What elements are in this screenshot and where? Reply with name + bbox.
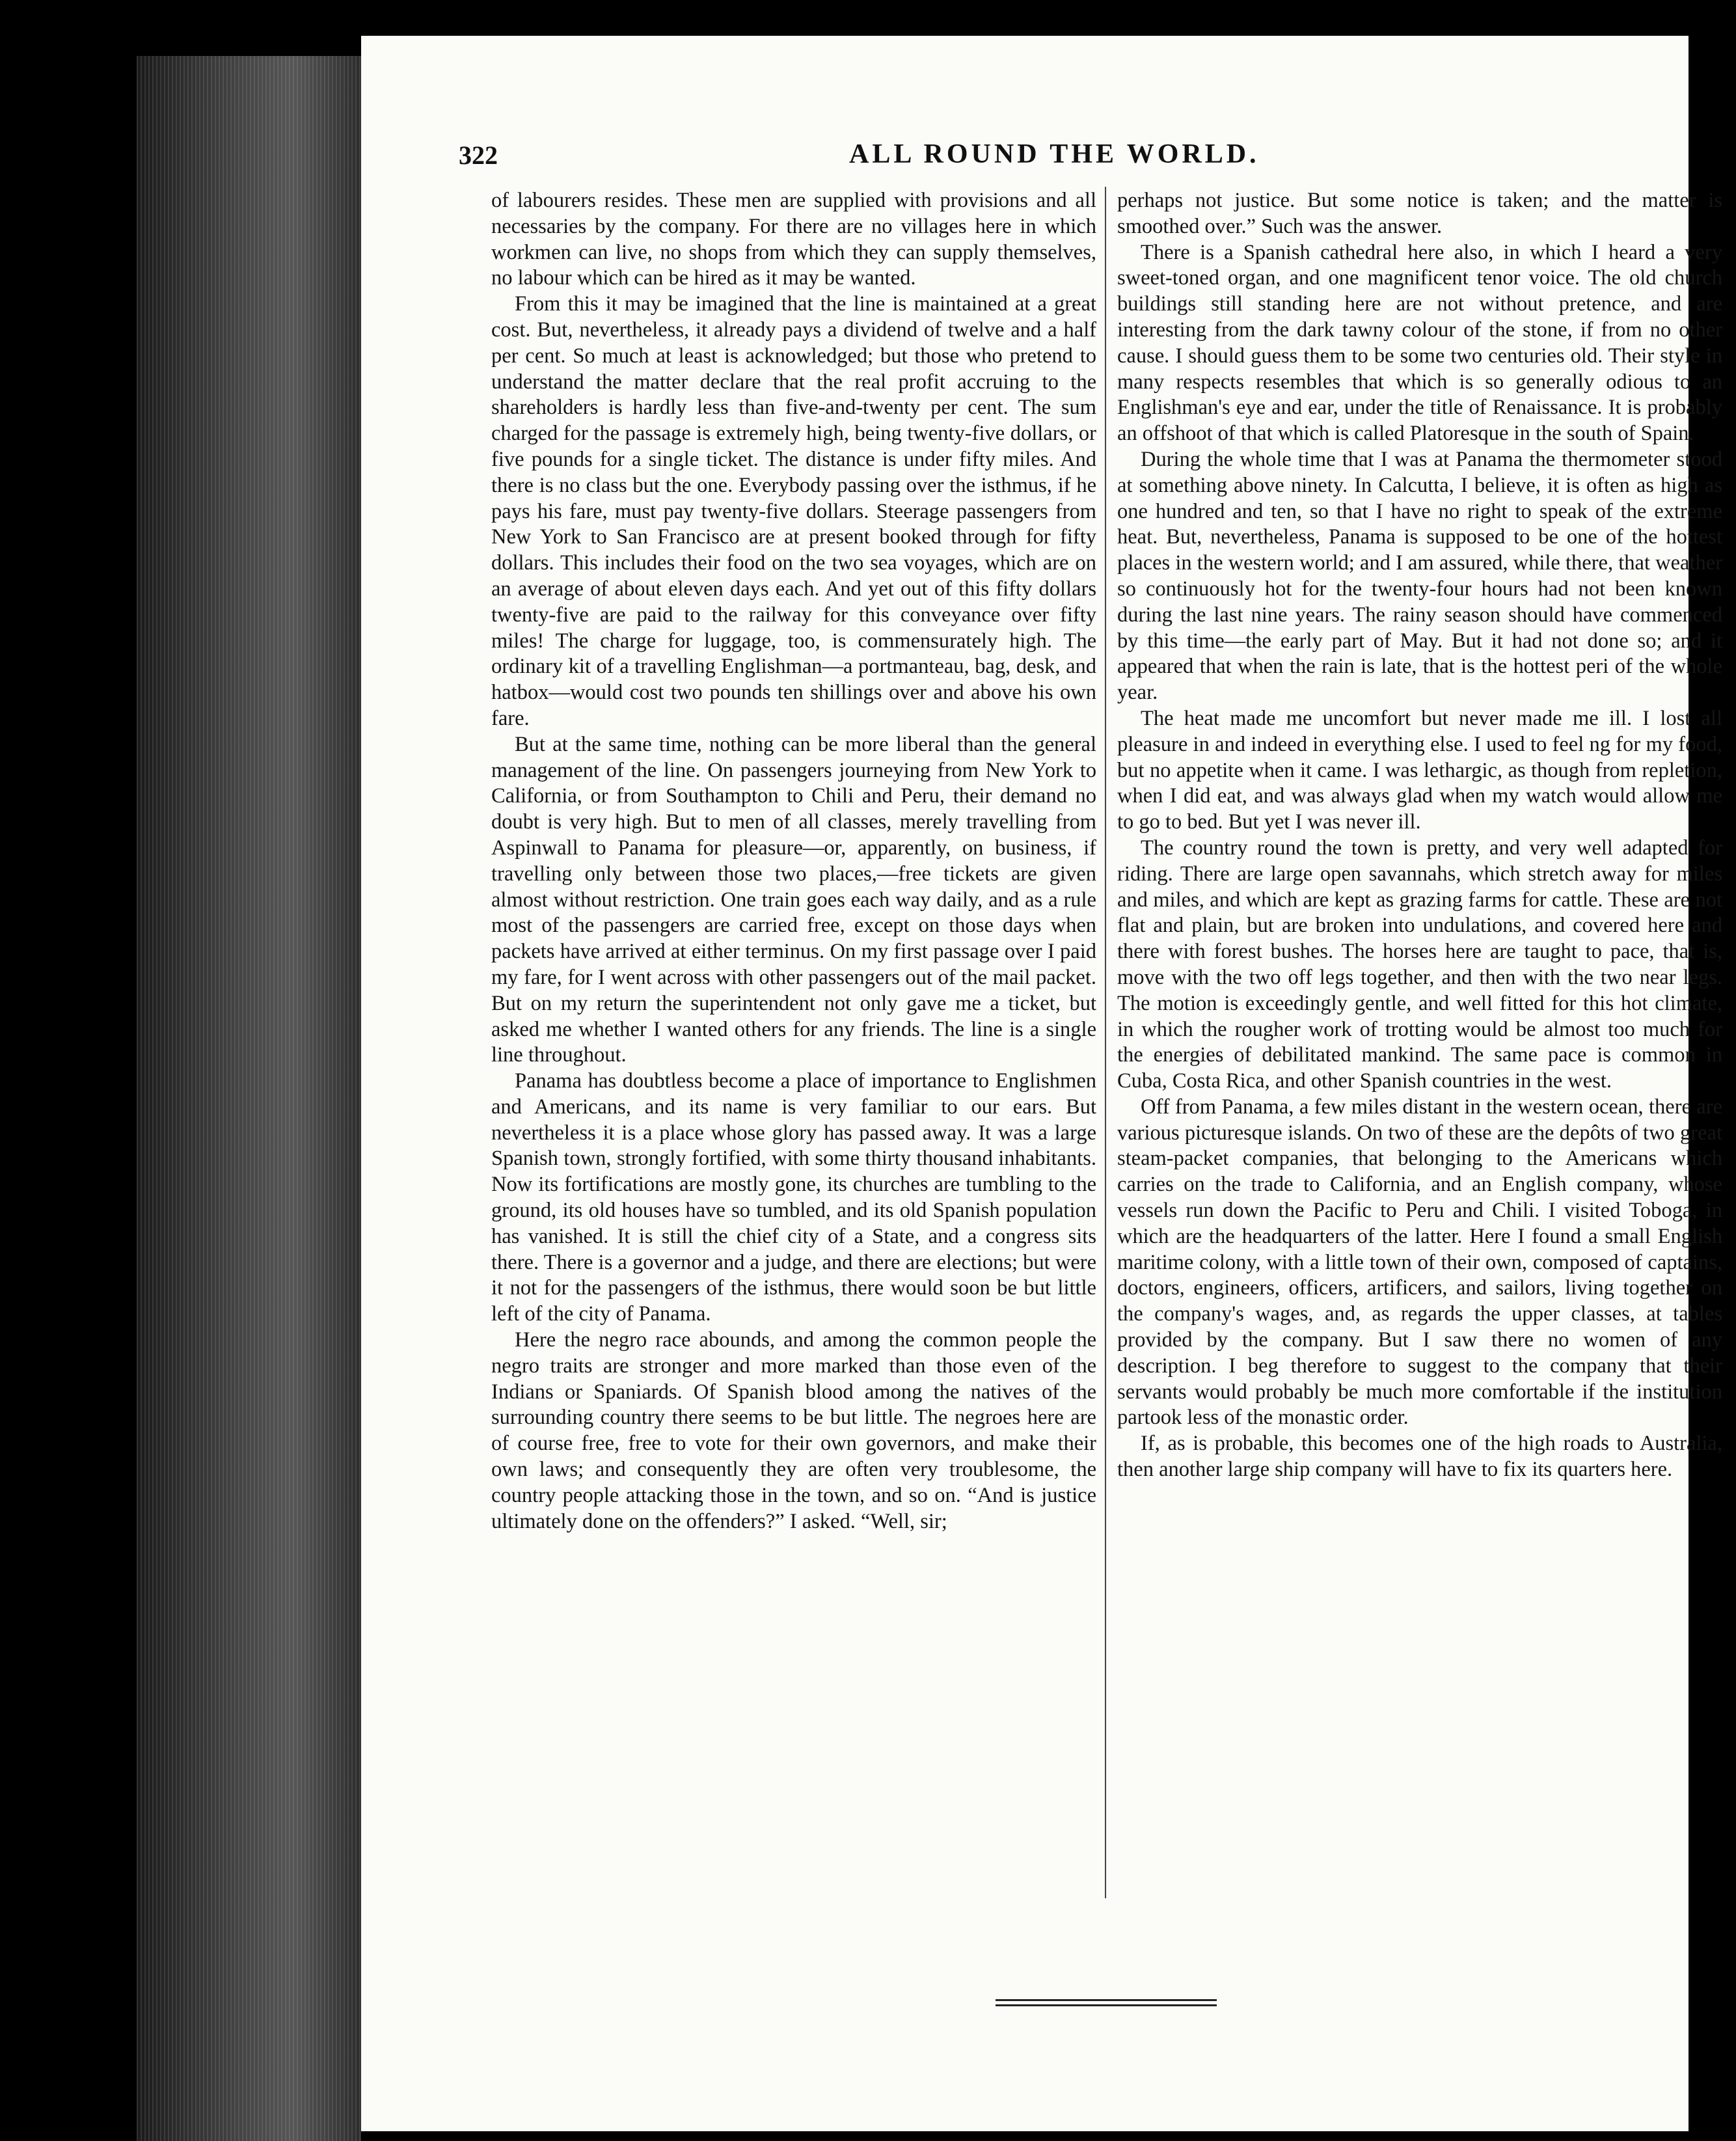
paragraph: During the whole time that I was at Panama the thermometer stood at something above ninety. In Calcutta, I believe, it is often as high as one hundred and ten, so that I have no right to speak of the extreme heat. But, nevertheless, Panama is supposed to be one of the hottest places in the western world; and I am assured, while there, that weather so continuously hot for the twenty-four hours had not been known during the last nine years. The rainy season should have commenced by this time—the early part of May. But it had not done so; and it appeared that when the rain is late, that is the hottest peri of the whole year. (1117, 447, 1722, 705)
left-column (491, 188, 1096, 1534)
paragraph: From this it may be imagined that the line is maintained at a great cost. But, nevertheless, it already pays a dividend of twelve and a half per cent. So much at least is acknowledged; but those who pretend to understand the matter declare that the real profit accruing to the shareholders is hardly less than five-and-twenty per cent. The sum charged for the passage is extremely high, being twenty-five dollars, or five pounds for a single ticket. The distance is under fifty miles. And there is no class but the one. Everybody passing over the isthmus, if he pays his fare, must pay twenty-five dollars. Steerage passengers from New York to San Francisco are at present booked through for fifty dollars. This includes their food on the two sea voyages, which are on an average of about eleven days each. And yet out of this fifty dollars twenty-five are paid to the railway for this conveyance over fifty miles! The charge for luggage, too, is commensurately high. The ordinary kit of a travelling Englishman—a portmanteau, bag, desk, and hatbox—would cost two pounds ten shillings over and above his own fare. (491, 292, 1096, 730)
paragraph: perhaps not justice. But some notice is taken; and the matter is smoothed over.” Such was the answer. (1117, 189, 1722, 238)
paragraph: The country round the town is pretty, and very well adapted for riding. There are large open savannahs, which stretch away for miles and miles, and which are kept as grazing farms for cattle. These are not flat and plain, but are broken into undulations, and covered here and there with forest bushes. The horses here are taught to pace, that is, move with the two off legs together, and then with the two near legs. The motion is exceedingly gentle, and well fitted for this hot climate, in which the rougher work of trotting would be almost too much for the energies of debilitated mankind. The same pace is common in Cuba, Costa Rica, and other Spanish countries in the west. (1117, 836, 1722, 1093)
paragraph: Off from Panama, a few miles distant in the western ocean, there are various picturesque islands. On two of these are the depôts of two great steam-packet companies, that belonging to the Americans which carries on the trade to California, and an English company, whose vessels run down the Pacific to Peru and Chili. I visited Toboga, in which are the headquarters of the latter. Here I found a small English maritime colony, with a little town of their own, composed of captains, doctors, engineers, officers, artificers, and sailors, living together on the company's wages, and, as regards the upper classes, at tables provided by the company. But I saw there no women of any description. I beg therefore to suggest to the company that their servants would probably be much more comfortable if the institution partook less of the monastic order. (1117, 1095, 1722, 1430)
paragraph: There is a Spanish cathedral here also, in which I heard a very sweet-toned organ, and one magnificent tenor voice. The old church buildings still standing here are not without pretence, and are interesting from the dark tawny colour of the stone, if from no other cause. I should guess them to be some two centuries old. Their style in many respects resembles that which is so generally odious to an Englishman's eye and ear, under the title of Renaissance. It is probably an offshoot of that which is called Platoresque in the south of Spain. (1117, 240, 1722, 446)
paragraph: If, as is probable, this becomes one of the high roads to Australia, then another large ship company will have to fix its quarters here. (1117, 1432, 1722, 1482)
paragraph: The heat made me uncomfort but never made me ill. I lost all pleasure in and indeed in everything else. I used to feel ng for my food, but no appetite when it came. I was lethargic, as though from repletion, when I did eat, and was always glad when my watch would allow me to go to bed. But yet I was never ill. (1117, 706, 1722, 834)
end-rule (996, 1998, 1217, 2008)
page-number: 322 (459, 141, 498, 170)
paragraph: Here the negro race abounds, and among the common people the negro traits are stronger and more marked than those even of the Indians or Spaniards. Of Spanish blood among the natives of the surrounding country there seems to be but little. The negroes here are of course free, free to vote for their own governors, and make their own laws; and consequently they are often very troublesome, the country people attacking those in the town, and so on. “And is justice ultimately done on the offenders?” I asked. “Well, sir; (491, 1328, 1096, 1533)
paragraph: of labourers resides. These men are supplied with provisions and all necessaries by the company. For there are no villages here in which workmen can live, no shops from which they can supply themselves, no labour which can be hired as it may be wanted. (491, 189, 1096, 290)
paragraph: Panama has doubtless become a place of importance to Englishmen and Americans, and its name is very familiar to our ears. But nevertheless it is a place whose glory has passed away. It was a large Spanish town, strongly fortified, with some thirty thousand inhabitants. Now its fortifications are mostly gone, its churches are tumbling to the ground, its old houses have so tumbled, and its old Spanish population has vanished. It is still the chief city of a State, and a congress sits there. There is a governor and a judge, and there are elections; but were it not for the passengers of the isthmus, there would soon be but little left of the city of Panama. (491, 1069, 1096, 1326)
book-binding-edge (137, 56, 361, 2141)
book-page (361, 36, 1722, 2131)
paragraph: But at the same time, nothing can be more liberal than the general management of the line. On passengers journeying from New York to California, or from Southampton to Chili and Peru, their demand no doubt is very high. But to men of all classes, merely travelling from Aspinwall to Panama for pleasure—or, apparently, on business, if travelling only between those two places,—free tickets are given almost without restriction. One train goes each way daily, and as a rule most of the passengers are carried free, except on those days when packets have arrived at either terminus. On my first passage over I paid my fare, for I went across with other passengers out of the mail packet. But on my return the superintendent not only gave me a ticket, but asked me whether I wanted others for any friends. The line is a single line throughout. (491, 732, 1096, 1067)
column-divider (1105, 187, 1106, 1898)
right-column (1117, 188, 1722, 1483)
running-head: ALL ROUND THE WORLD. (849, 139, 1260, 169)
